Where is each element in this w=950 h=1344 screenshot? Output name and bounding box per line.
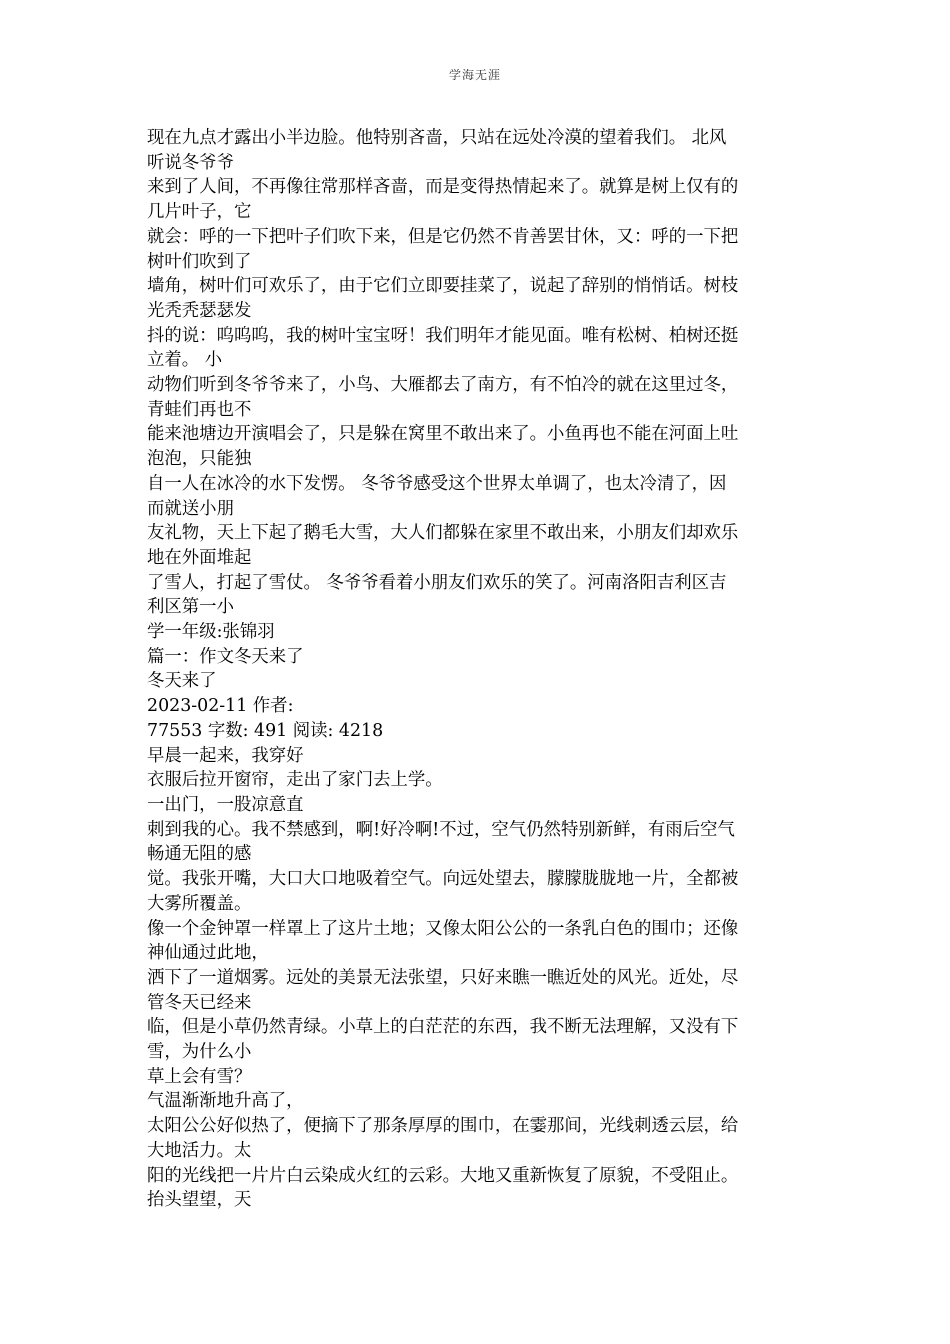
text-line: 抬头望望，天 [147, 1190, 252, 1211]
text-line: 青蛙们再也不 [147, 399, 252, 420]
text-line: 大地活力。太 [147, 1140, 252, 1161]
text-line: 衣服后拉开窗帘，走出了家门去上学。 [147, 770, 443, 791]
text-line: 刺到我的心。我不禁感到，啊!好冷啊!不过，空气仍然特别新鲜，有雨后空气 [147, 819, 735, 840]
text-line: 阳的光线把一片片白云染成火红的云彩。大地又重新恢复了原貌，不受阻止。 [147, 1165, 739, 1186]
text-line: 现在九点才露出小半边脸。他特别吝啬，只站在远处冷漠的望着我们。 北风 [147, 128, 727, 148]
text-line: 洒下了一道烟雾。远处的美景无法张望，只好来瞧一瞧近处的风光。近处，尽 [147, 967, 739, 988]
article-meta-date: 2023-02-11 作者: [147, 696, 294, 717]
text-line: 临，但是小草仍然青绿。小草上的白茫茫的东西，我不断无法理解，又没有下 [147, 1017, 739, 1038]
text-line: 雪，为什么小 [147, 1042, 252, 1063]
text-line: 能来池塘边开演唱会了，只是躲在窝里不敢出来了。小鱼再也不能在河面上吐 [147, 424, 739, 445]
text-line: 而就送小朋 [147, 498, 234, 519]
text-line: 光秃秃瑟瑟发 [147, 300, 252, 321]
text-line: 一出门，一股凉意直 [147, 794, 304, 815]
text-line: 草上会有雪？ [147, 1066, 252, 1087]
text-line: 气温渐渐地升高了， [147, 1091, 304, 1112]
section-heading: 篇一：作文冬天来了 [147, 646, 304, 667]
text-line: 自一人在冰冷的水下发愣。 冬爷爷感受这个世界太单调了，也太冷清了，因 [147, 473, 727, 494]
text-line: 几片叶子，它 [147, 202, 252, 223]
page-header: 学海无涯 [448, 68, 501, 82]
text-line: 大雾所覆盖。 [147, 893, 252, 914]
text-line: 听说冬爷爷 [147, 152, 234, 173]
text-line: 神仙通过此地， [147, 943, 269, 964]
article-title: 冬天来了 [147, 671, 217, 692]
text-line: 早晨一起来，我穿好 [147, 745, 304, 766]
text-line: 太阳公公好似热了，便摘下了那条厚厚的围巾，在霎那间，光线刺透云层，给 [147, 1116, 739, 1137]
text-line: 觉。我张开嘴，大口大口地吸着空气。向远处望去，朦朦胧胧地一片，全都被 [147, 869, 739, 890]
text-line: 就会：呼的一下把叶子们吹下来，但是它仍然不肯善罢甘休，又：呼的一下把 [147, 226, 739, 247]
text-line: 学一年级:张锦羽 [147, 622, 275, 643]
article-meta-stats: 77553 字数: 491 阅读: 4218 [147, 720, 384, 741]
text-line: 立着。 小 [147, 350, 223, 371]
text-line: 畅通无阻的感 [147, 844, 252, 865]
text-line: 抖的说：呜呜呜，我的树叶宝宝呀！我们明年才能见面。唯有松树、柏树还挺 [147, 325, 739, 346]
document-body [147, 126, 807, 1213]
text-line: 墙角，树叶们可欢乐了，由于它们立即要挂菜了，说起了辞别的悄悄话。树枝 [147, 276, 739, 297]
text-line: 友礼物，天上下起了鹅毛大雪，大人们都躲在家里不敢出来，小朋友们却欢乐 [147, 523, 739, 544]
text-line: 管冬天已经来 [147, 992, 252, 1013]
text-line: 地在外面堆起 [147, 547, 252, 568]
text-line: 来到了人间，不再像往常那样吝啬，而是变得热情起来了。就算是树上仅有的 [147, 177, 739, 198]
text-line: 泡泡，只能独 [147, 449, 252, 470]
text-line: 利区第一小 [147, 597, 234, 618]
text-line: 了雪人，打起了雪仗。 冬爷爷看着小朋友们欢乐的笑了。河南洛阳吉利区吉 [147, 572, 727, 593]
text-line: 动物们听到冬爷爷来了，小鸟、大雁都去了南方，有不怕冷的就在这里过冬， [147, 375, 739, 396]
text-line: 像一个金钟罩一样罩上了这片土地；又像太阳公公的一条乳白色的围巾；还像 [147, 918, 739, 939]
text-line: 树叶们吹到了 [147, 251, 252, 272]
